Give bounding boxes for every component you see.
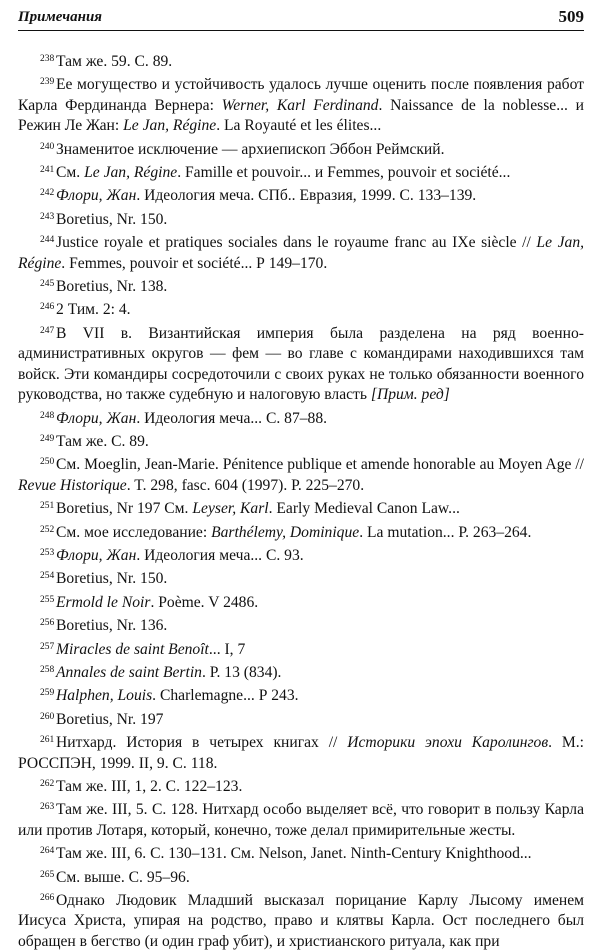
endnote-italic-text: Annales de saint Bertin (56, 663, 202, 681)
endnote-italic-text: Barthélemy, Dominique (211, 523, 360, 541)
endnote (18, 274, 584, 297)
page-number: 509 (558, 7, 584, 26)
endnote-text: ... I, 7 (208, 640, 246, 658)
endnote (18, 452, 584, 496)
endnote-number: 247 (40, 325, 55, 336)
endnote (18, 888, 584, 952)
endnote-italic-text: Флори, Жан (56, 187, 137, 205)
endnote-text: . Naissance de la noblesse... и Режин Ле Жан: (18, 96, 584, 135)
endnote-text: Boretius, Nr. 150. (56, 210, 168, 228)
endnote-italic-text: Werner, Karl Ferdinand (221, 96, 379, 114)
endnote (18, 865, 584, 888)
endnote (18, 207, 584, 230)
endnote-text: . Идеология меча... С. 87–88. (136, 409, 328, 427)
endnote-number: 251 (40, 501, 55, 512)
endnote-italic-text: Le Jan, Régine (84, 164, 178, 182)
endnote-number: 242 (40, 188, 55, 199)
endnote (18, 496, 584, 519)
endnote-italic-text: Историки эпохи Каролингов (347, 734, 549, 752)
endnote-number: 244 (40, 235, 55, 246)
endnote-text: . Идеология меча. СПб.. Евразия, 1999. С. 133–139. (136, 187, 477, 205)
endnote-text: В VII в. Византийская империя была разделена на ряд военно-административных округов — фем — во главе с командирами находившихся там войск. Эти командиры сосредоточили с своих руках не только обязанности военного руководства, но также судебную и налоговую власть (18, 324, 584, 404)
endnote (18, 566, 584, 589)
endnote-text: Там же. С. 89. (56, 432, 149, 450)
endnote-text: . Early Medieval Canon Law... (268, 500, 460, 518)
endnote (18, 730, 584, 774)
endnote-italic-text: Miracles de saint Benoît (56, 640, 209, 658)
endnote-number: 252 (40, 524, 55, 535)
endnote-number: 243 (40, 211, 55, 222)
endnote-number: 241 (40, 165, 55, 176)
endnote-text: . Р. 13 (834). (201, 663, 282, 681)
endnote-number: 266 (40, 893, 55, 904)
endnote-text: Однако Людовик Младший высказал порицание Карлу Лысому именем Иисуса Христа, упирая на родство, право и клятвы Карла. Ост последнего был обращен в бегство (и один граф убит), и христианского ритуала, как при (18, 892, 584, 950)
endnote-number: 253 (40, 547, 55, 558)
endnote (18, 797, 584, 841)
endnote (18, 637, 584, 660)
header-title: Примечания (18, 9, 103, 25)
endnote (18, 160, 584, 183)
endnote-text: См. выше. С. 95–96. (56, 868, 190, 886)
endnote-text: Boretius, Nr. 197 (56, 710, 164, 728)
endnote (18, 49, 584, 72)
endnote-text: . T. 298, fasc. 604 (1997). Р. 225–270. (126, 476, 365, 494)
endnote-italic-text: Revue Historique (18, 476, 127, 494)
endnote-number: 264 (40, 846, 55, 857)
endnote (18, 683, 584, 706)
endnote-text: . Poème. V 2486. (150, 593, 259, 611)
endnote-italic-text: Le Jan, Régine (123, 117, 217, 135)
endnote-text: Там же. III, 5. С. 128. Нитхард особо выделяет всё, что говорит в пользу Карла или против Лотаря, который, конечно, тоже делал примирительные жесты. (18, 801, 584, 839)
endnote-text: . Femmes, pouvoir et société... Р 149–170. (61, 254, 328, 272)
endnote-text: Там же. 59. С. 89. (56, 53, 173, 70)
endnote-number: 238 (40, 54, 55, 64)
endnote (18, 660, 584, 683)
endnote-text: . Идеология меча... С. 93. (136, 546, 304, 564)
endnote-text: Boretius, Nr 197 См. (56, 500, 193, 518)
endnote-italic-text: Ermold le Noir (56, 593, 151, 611)
endnote-number: 258 (40, 664, 55, 675)
endnote-number: 260 (40, 711, 55, 722)
endnote-text: Нитхард. История в четырех книгах // (56, 734, 348, 752)
endnote-text: Boretius, Nr. 138. (56, 278, 168, 296)
endnote (18, 613, 584, 636)
endnote-text: Ее могущество и устойчивость удалось лучше оценить после появления работ Карла Фердинанда Вернера: (18, 76, 584, 114)
endnote-number: 239 (40, 77, 55, 88)
endnote (18, 72, 584, 136)
endnote-number: 245 (40, 279, 55, 290)
endnote (18, 429, 584, 452)
endnote-number: 240 (40, 141, 55, 152)
endnote-italic-text: Leyser, Karl (192, 500, 269, 518)
endnote-text: См. Moeglin, Jean-Marie. Pénitence publique et amende honorable au Moyen Age // (56, 456, 584, 474)
endnote-number: 262 (40, 779, 55, 789)
endnote-text: Boretius, Nr. 136. (56, 617, 168, 635)
endnote-text: Знаменитое исключение — архиепископ Эббон Реймский. (56, 140, 445, 158)
endnote-italic-text: Флори, Жан (56, 546, 137, 564)
endnote (18, 543, 584, 566)
endnote-text: См. мое исследование: (56, 523, 212, 541)
endnote-number: 250 (40, 457, 55, 468)
endnote-text: 2 Тим. 2: 4. (56, 301, 131, 319)
endnote-number: 261 (40, 735, 55, 746)
endnote (18, 707, 584, 730)
endnote (18, 297, 584, 320)
endnote-text: . Charlemagne... Р 243. (152, 687, 299, 705)
endnote-italic-text: Le Jan, Régine (18, 234, 585, 272)
endnote (18, 137, 584, 160)
endnote (18, 406, 584, 429)
endnote-italic-text: [Прим. ред] (370, 386, 450, 404)
endnote-text: Там же. III, 1, 2. С. 122–123. (56, 778, 243, 795)
endnote (18, 590, 584, 613)
endnote-text: . La Royauté et les élites... (216, 117, 382, 135)
endnote-number: 248 (40, 410, 55, 421)
endnote-text: См. (56, 164, 85, 182)
endnotes-list (18, 49, 584, 952)
endnote-number: 255 (40, 594, 55, 605)
endnote (18, 774, 584, 797)
running-header (18, 6, 584, 31)
endnote-text: . Famille et pouvoir... и Femmes, pouvoir et société... (177, 164, 511, 182)
endnote-text: Boretius, Nr. 150. (56, 570, 168, 588)
endnote-number: 263 (40, 802, 55, 813)
endnote-text: . La mutation... Р. 263–264. (359, 523, 532, 541)
endnote-number: 249 (40, 433, 55, 444)
endnote-text: . М.: РОССПЭН, 1999. II, 9. С. 118. (18, 734, 584, 772)
endnote-number: 254 (40, 571, 55, 582)
endnote (18, 183, 584, 206)
endnote-number: 259 (40, 688, 55, 699)
endnote (18, 230, 584, 274)
endnote-text: Justice royale et pratiques sociales dans le royaume franc au IXe siècle // (56, 234, 537, 252)
endnote-italic-text: Флори, Жан (56, 409, 137, 427)
endnote (18, 321, 584, 406)
endnote-number: 256 (40, 618, 55, 629)
endnote-text: Там же. III, 6. С. 130–131. См. Nelson, Janet. Ninth-Century Knighthood... (56, 845, 532, 863)
endnote-italic-text: Halphen, Louis (56, 687, 153, 705)
endnote-number: 265 (40, 869, 55, 880)
endnote-number: 257 (40, 641, 55, 652)
endnote (18, 520, 584, 543)
endnote (18, 841, 584, 864)
endnote-number: 246 (40, 302, 55, 313)
